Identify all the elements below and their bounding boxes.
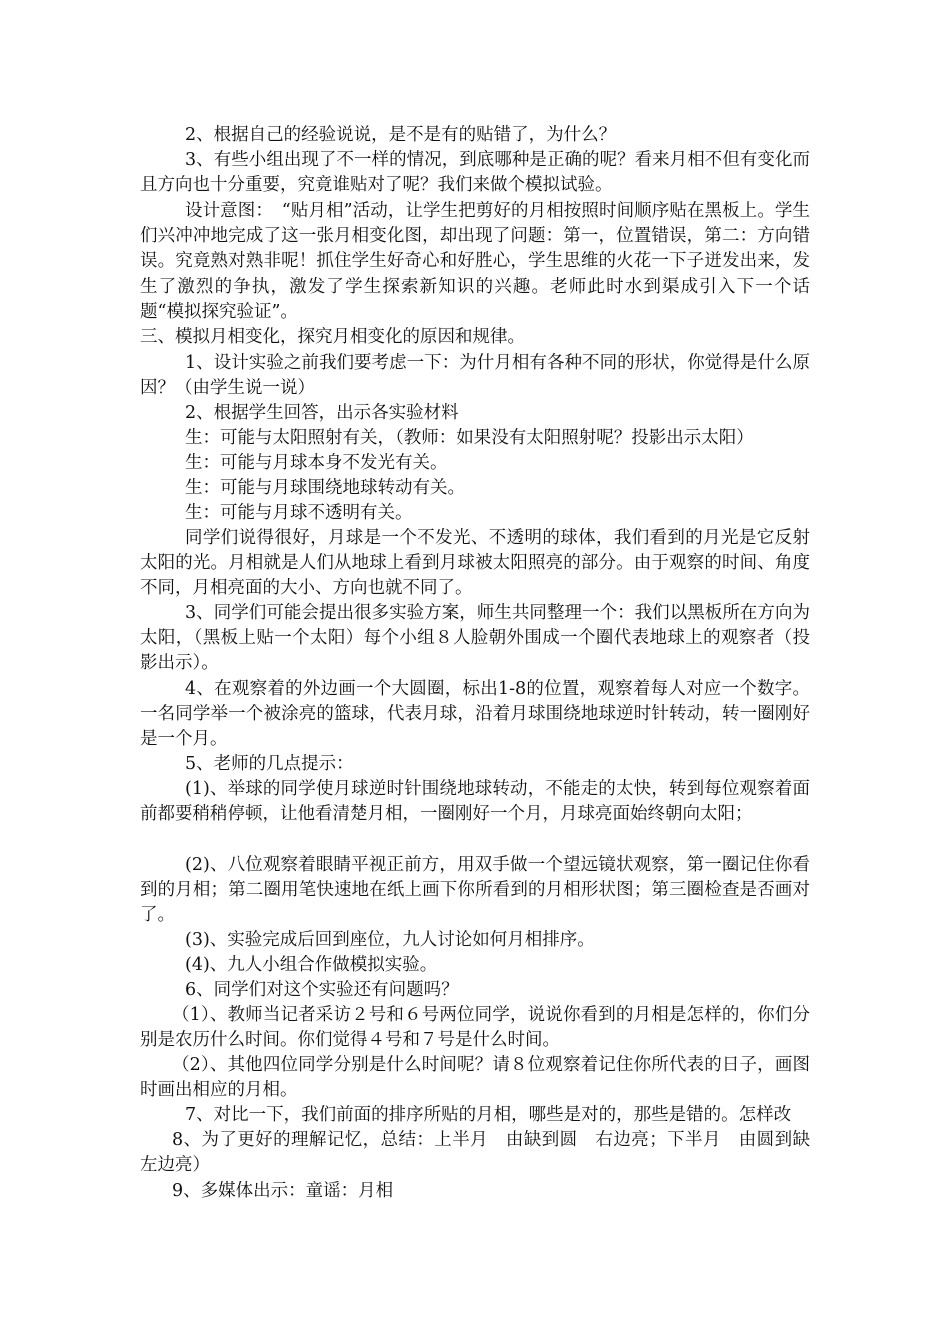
student-answer-1: 生：可能与太阳照射有关，（教师：如果没有太阳照射呢？投影出示太阳） <box>185 428 754 448</box>
student-answer-2: 生：可能与月球本身不发光有关。 <box>185 453 448 473</box>
paragraph-step-6: 6、同学们对这个实验还有问题吗？ <box>185 980 459 1000</box>
paragraph-step-9: 9、多媒体出示：童谣：月相 <box>172 1181 394 1201</box>
paragraph-step-8: 8、为了更好的理解记忆，总结：上半月 由缺到圆 右边亮；下半月 由圆到缺 左边亮） <box>140 1130 828 1176</box>
student-answer-3: 生：可能与月球围绕地球转动有关。 <box>185 478 465 498</box>
tip-3: (3)、实验完成后回到座位，九人讨论如何月相排序。 <box>185 930 595 950</box>
paragraph-step-7: 7、对比一下，我们前面的排序所贴的月相，哪些是对的，那些是错的。怎样改 <box>185 1105 792 1125</box>
paragraph-1: 2、根据自己的经验说说，是不是有的贴错了，为什么？ <box>185 125 617 145</box>
paragraph-2: 3、有些小组出现了不一样的情况，到底哪种是正确的呢？看来月相不但有变化而且方向也十分重要，究竟谁贴对了呢？我们来做个模拟试验。 <box>140 150 810 196</box>
paragraph-step-5: 5、老师的几点提示： <box>185 754 354 774</box>
paragraph-4: 1、设计实验之前我们要考虑一下：为什月相有各种不同的形状，你觉得是什么原因？（由学生说一说） <box>140 353 810 399</box>
question-2: （2）、其他四位同学分别是什么时间呢？请８位观察着记住你所代表的日子，画图时画出相应的月相。 <box>140 1055 810 1101</box>
paragraph-step-4: 4、在观察着的外边画一个大圆圈，标出1-8的位置，观察着每人对应一个数字。一名同学举一个被涂亮的篮球，代表月球，沿着月球围绕地球逆时针转动，转一圈刚好是一个月。 <box>140 679 810 750</box>
paragraph-5: 2、根据学生回答，出示各实验材料 <box>185 403 459 423</box>
paragraph-explanation: 同学们说得很好，月球是一个不发光、不透明的球体，我们看到的月光是它反射太阳的光。月相就是人们从地球上看到月球被太阳照亮的部分。由于观察的时间、角度不同，月相亮面的大小、方向也就不同了。 <box>140 528 810 599</box>
tip-1: (1)、举球的同学使月球逆时针围绕地球转动，不能走的太快，转到每位观察着面前都要稍稍停顿，让他看清楚月相，一圈刚好一个月，月球亮面始终朝向太阳； <box>140 779 810 825</box>
design-intent-paragraph: 设计意图： “贴月相”活动，让学生把剪好的月相按照时间顺序贴在黑板上。学生们兴冲冲地完成了这一张月相变化图，却出现了问题：第一，位置错误，第二：方向错误。究竟熟对熟非呢！抓住学生好奇心和好胜心，学生思维的火花一下子迸发出来，发生了激烈的争执，激发了学生探索新知识的兴趣。老师此时水到渠成引入下一个话题“模拟探究验证”。 <box>140 201 810 322</box>
tip-2: (2)、八位观察着眼睛平视正前方，用双手做一个望远镜状观察，第一圈记住你看到的月相；第二圈用笔快速地在纸上画下你所看到的月相形状图；第三圈检查是否画对了。 <box>140 855 810 926</box>
student-answer-4: 生：可能与月球不透明有关。 <box>185 503 413 523</box>
question-1: （1）、教师当记者采访２号和６号两位同学，说说你看到的月相是怎样的，你们分别是农历什么时间。你们觉得４号和７号是什么时间。 <box>140 1005 810 1051</box>
paragraph-step-3: 3、同学们可能会提出很多实验方案，师生共同整理一个：我们以黑板所在方向为太阳，（黑板上贴一个太阳）每个小组８人脸朝外围成一个圈代表地球上的观察者（投影出示）。 <box>140 603 810 674</box>
tip-4: (4)、九人小组合作做模拟实验。 <box>185 955 438 975</box>
section-heading-3: 三、模拟月相变化，探究月相变化的原因和规律。 <box>140 327 525 347</box>
